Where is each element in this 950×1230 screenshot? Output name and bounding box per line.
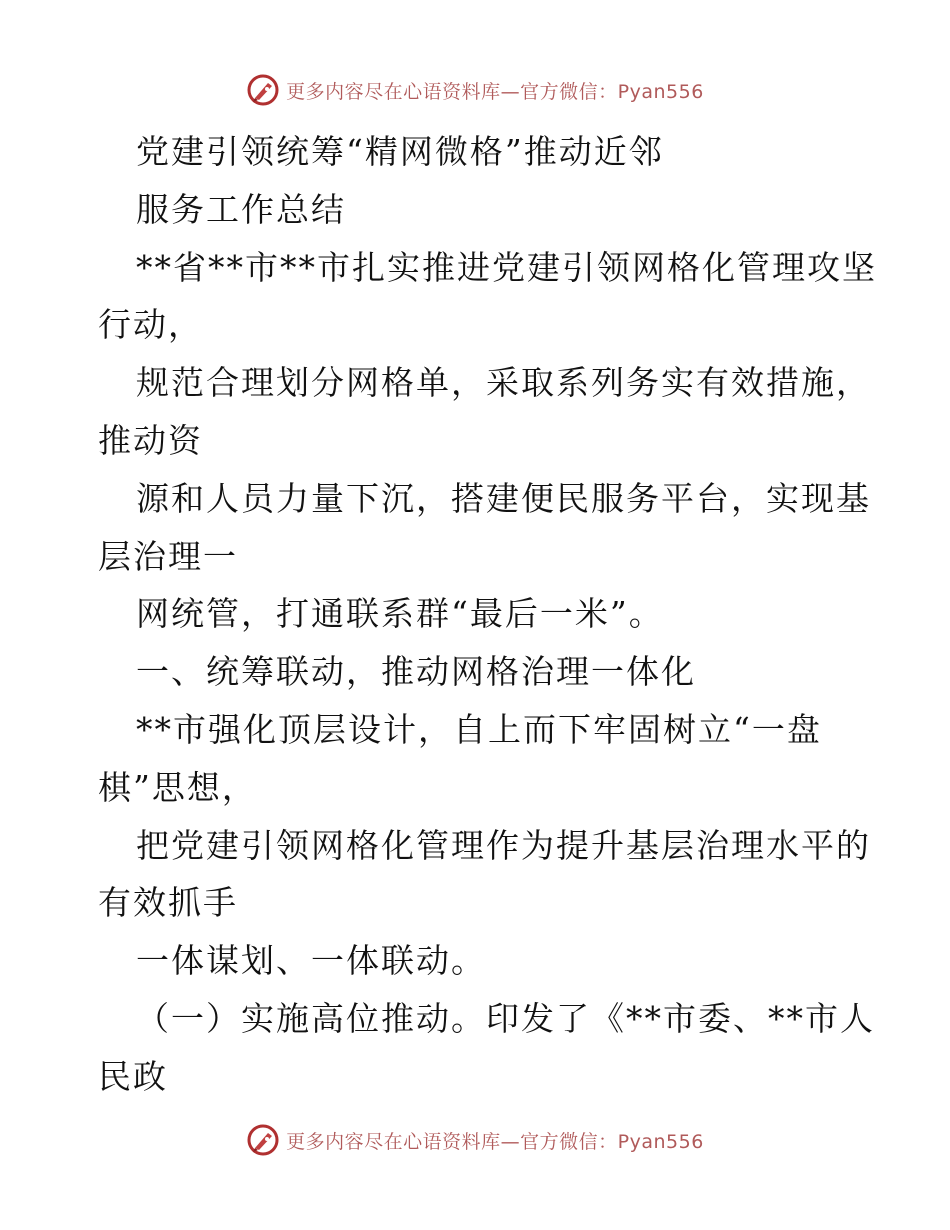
text-line: **市强化顶层设计，自上而下牢固树立“一盘 xyxy=(136,709,822,749)
text-line: 推动资 xyxy=(98,420,203,460)
text-line: 服务工作总结 xyxy=(136,189,346,229)
document-body xyxy=(98,123,877,1106)
text-line: 把党建引领网格化管理作为提升基层治理水平的 xyxy=(136,825,871,865)
pen-logo-icon xyxy=(246,73,280,107)
watermark-text: 更多内容尽在心语资料库—官方微信：Pyan556 xyxy=(286,80,704,103)
pen-logo-icon xyxy=(246,1123,280,1157)
text-line: 行动， xyxy=(98,305,203,345)
text-line: 民政 xyxy=(98,1056,168,1096)
text-line: 网统管，打通联系群“最后一米”。 xyxy=(136,594,664,634)
text-line: 棋”思想， xyxy=(98,767,257,807)
text-line: 一、统筹联动，推动网格治理一体化 xyxy=(136,652,696,692)
text-line: 党建引领统筹“精网微格”推动近邻 xyxy=(136,132,664,171)
text-line: 有效抓手 xyxy=(98,883,238,923)
text-line: **省**市**市扎实推进党建引领网格化管理攻坚 xyxy=(136,247,877,287)
text-line: 层治理一 xyxy=(98,536,238,576)
text-line: 规范合理划分网格单，采取系列务实有效措施， xyxy=(136,363,871,403)
text-line: （一）实施高位推动。印发了《**市委、**市人 xyxy=(136,998,875,1038)
text-line: 源和人员力量下沉，搭建便民服务平台，实现基 xyxy=(136,478,871,518)
watermark-text: 更多内容尽在心语资料库—官方微信：Pyan556 xyxy=(286,1130,704,1153)
text-line: 一体谋划、一体联动。 xyxy=(136,941,486,981)
watermark-banner-bottom xyxy=(0,1120,950,1160)
watermark-banner-top xyxy=(0,70,950,110)
